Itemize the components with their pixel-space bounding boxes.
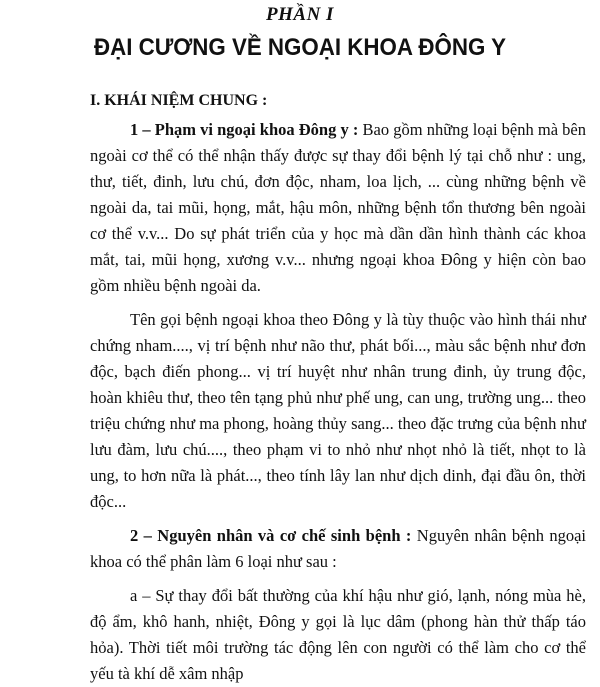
subsection-heading-causes: 2 – Nguyên nhân và cơ chế sinh bệnh : bbox=[130, 526, 412, 545]
paragraph-climate bbox=[90, 583, 586, 687]
paragraph-text: Nguyên nhân bệnh ngoại khoa có thể phân làm 6 loại như sau : bbox=[90, 526, 586, 571]
paragraph-scope bbox=[90, 117, 586, 299]
paragraph-text: Bao gồm những loại bệnh mà bên ngoài cơ thể có thể nhận thấy được sự thay đổi bệnh lý tại chỗ như : ung, thư, tiết, đinh, lưu chú, đơn độc, nham, loa lịch, ... cùng những bệnh về ngoài da, tai mũi, họng, mắt, hậu môn, những bệnh tổn thương bên ngoài cơ thể v.v... Do sự phát triển của y học mà dần dần hình thành các khoa mắt, tai, mũi họng, xương v.v... nhưng ngoại khoa Đông y hiện còn bao gồm nhiều bệnh ngoài da. bbox=[90, 120, 586, 295]
paragraph-text: a – Sự thay đổi bất thường của khí hậu như gió, lạnh, nóng mùa hè, độ ẩm, khô hanh, nhiệt, Đông y gọi là lục dâm (phong hàn thử thấp táo hỏa). Thời tiết môi trường tác động lên con người có thể làm cho cơ thể yếu tà khí dễ xâm nhập bbox=[90, 586, 586, 683]
part-title: PHẦN I bbox=[266, 4, 334, 25]
paragraph-naming bbox=[90, 307, 586, 515]
chapter-title: ĐẠI CƯƠNG VỀ NGOẠI KHOA ĐÔNG Y bbox=[93, 34, 507, 61]
subsection-heading-scope: 1 – Phạm vi ngoại khoa Đông y : bbox=[130, 120, 359, 139]
section-heading: I. KHÁI NIỆM CHUNG : bbox=[90, 92, 268, 109]
paragraph-text: Tên gọi bệnh ngoại khoa theo Đông y là tùy thuộc vào hình thái như chứng nham...., vị trí bệnh như não thư, phát bối..., màu sắc bệnh như đơn độc, bạch điến phong... vị trí huyệt như nhân trung đinh, ủy trung độc, hoàn khiêu thư, theo tên tạng phủ như phế ung, can ung, trường ung... theo triệu chứng như ma phong, hoàng thủy sang... theo đặc trưng của bệnh như lưu đàm, lưu chú...., theo phạm vi to nhỏ như nhọt nhỏ là tiết, nhọt to là ung, to hơn nữa là phát..., theo tính lây lan như dịch dinh, đại đầu ôn, thời độc... bbox=[90, 310, 586, 511]
body-text bbox=[90, 117, 586, 687]
paragraph-causes bbox=[90, 523, 586, 575]
